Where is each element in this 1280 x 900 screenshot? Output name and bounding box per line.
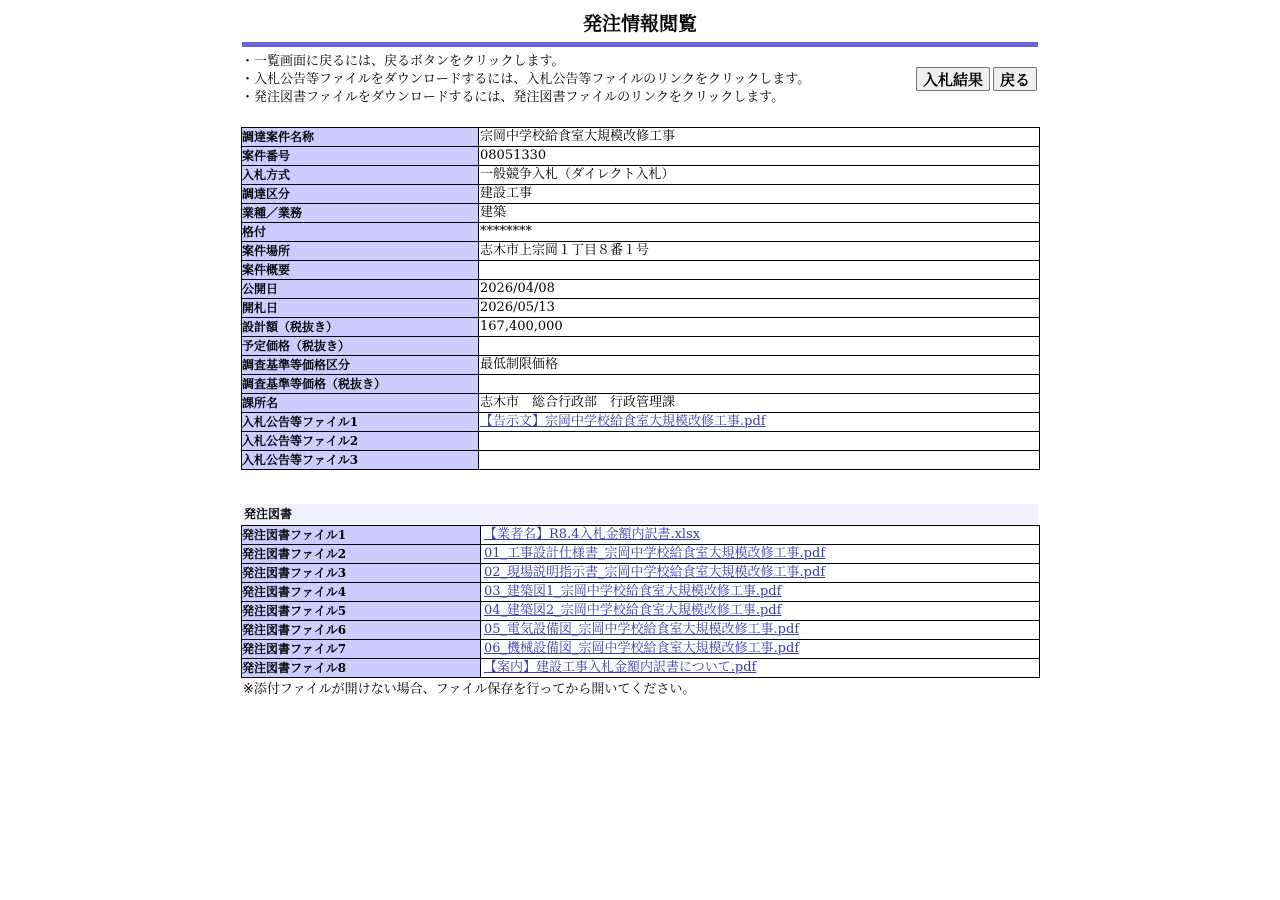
table-row <box>242 166 1040 185</box>
table-row <box>242 242 1040 261</box>
row-label: 発注図書ファイル6 <box>242 621 481 640</box>
row-label: 発注図書ファイル8 <box>242 659 481 678</box>
table-row <box>242 526 1040 545</box>
file-download-link[interactable]: 05_電気設備図_宗岡中学校給食室大規模改修工事.pdf <box>484 622 800 637</box>
row-value <box>481 659 1040 678</box>
file-download-link[interactable]: 【業者名】R8.4入札金額内訳書.xlsx <box>484 527 701 542</box>
row-value: 宗岡中学校給食室大規模改修工事 <box>479 128 1040 147</box>
row-value <box>479 432 1040 451</box>
row-label: 発注図書ファイル7 <box>242 640 481 659</box>
row-label: 調達区分 <box>242 185 479 204</box>
instructions <box>241 47 1039 127</box>
table-row <box>242 128 1040 147</box>
drawings-section-title: 発注図書 <box>242 504 1038 524</box>
row-value: 08051330 <box>479 147 1040 166</box>
row-value: ******** <box>479 223 1040 242</box>
row-value <box>479 261 1040 280</box>
project-info-table <box>241 127 1040 470</box>
row-value <box>481 640 1040 659</box>
row-value <box>481 564 1040 583</box>
instruction-item: ・入札公告等ファイルをダウンロードするには、入札公告等ファイルのリンクをクリックします。 <box>241 72 811 87</box>
row-value <box>481 526 1040 545</box>
row-value <box>481 602 1040 621</box>
row-label: 格付 <box>242 223 479 242</box>
row-value: 167,400,000 <box>479 318 1040 337</box>
table-row <box>242 545 1040 564</box>
row-label: 課所名 <box>242 394 479 413</box>
file-download-link[interactable]: 06_機械設備図_宗岡中学校給食室大規模改修工事.pdf <box>484 641 800 656</box>
row-label: 発注図書ファイル4 <box>242 583 481 602</box>
file-download-link[interactable]: 02_現場説明指示書_宗岡中学校給食室大規模改修工事.pdf <box>484 565 826 580</box>
table-row <box>242 318 1040 337</box>
table-row <box>242 564 1040 583</box>
table-row <box>242 602 1040 621</box>
table-row <box>242 299 1040 318</box>
row-label: 案件場所 <box>242 242 479 261</box>
row-label: 予定価格（税抜き） <box>242 337 479 356</box>
table-row <box>242 659 1040 678</box>
table-row <box>242 223 1040 242</box>
table-row <box>242 583 1040 602</box>
table-row <box>242 147 1040 166</box>
page-title: 発注情報閲覧 <box>582 13 697 35</box>
row-value <box>479 375 1040 394</box>
file-download-link[interactable]: 【案内】建設工事入札金額内訳書について.pdf <box>484 660 757 675</box>
table-row <box>242 185 1040 204</box>
row-label: 発注図書ファイル3 <box>242 564 481 583</box>
row-value: 2026/05/13 <box>479 299 1040 318</box>
file-download-link[interactable]: 03_建築図1_宗岡中学校給食室大規模改修工事.pdf <box>484 584 782 599</box>
table-row <box>242 375 1040 394</box>
row-value: 志木市 総合行政部 行政管理課 <box>479 394 1040 413</box>
back-button[interactable]: 戻る <box>993 67 1037 91</box>
table-row <box>242 432 1040 451</box>
table-row <box>242 280 1040 299</box>
row-value <box>481 545 1040 564</box>
table-row <box>242 413 1040 432</box>
row-value <box>479 413 1040 432</box>
table-row <box>242 356 1040 375</box>
content <box>241 0 1039 698</box>
row-value: 建築 <box>479 204 1040 223</box>
bid-result-button[interactable]: 入札結果 <box>916 67 990 91</box>
row-value: 建設工事 <box>479 185 1040 204</box>
attachment-note: ※添付ファイルが開けない場合、ファイル保存を行ってから開いてください。 <box>243 682 696 697</box>
row-label: 入札公告等ファイル3 <box>242 451 479 470</box>
row-value <box>481 583 1040 602</box>
row-value <box>481 621 1040 640</box>
file-download-link[interactable]: 01_工事設計仕様書_宗岡中学校給食室大規模改修工事.pdf <box>484 546 826 561</box>
row-label: 設計額（税抜き） <box>242 318 479 337</box>
row-value: 2026/04/08 <box>479 280 1040 299</box>
instruction-item: ・発注図書ファイルをダウンロードするには、発注図書ファイルのリンクをクリックします。 <box>241 90 785 105</box>
table-row <box>242 204 1040 223</box>
action-buttons <box>916 67 1037 91</box>
row-value: 一般競争入札（ダイレクト入札） <box>479 166 1040 185</box>
row-label: 業種／業務 <box>242 204 479 223</box>
table-row <box>242 261 1040 280</box>
row-value: 最低制限価格 <box>479 356 1040 375</box>
row-label: 開札日 <box>242 299 479 318</box>
instruction-item: ・一覧画面に戻るには、戻るボタンをクリックします。 <box>241 54 565 69</box>
row-label: 案件概要 <box>242 261 479 280</box>
row-label: 発注図書ファイル2 <box>242 545 481 564</box>
row-label: 公開日 <box>242 280 479 299</box>
row-label: 発注図書ファイル1 <box>242 526 481 545</box>
row-value <box>479 451 1040 470</box>
row-value <box>479 337 1040 356</box>
table-row <box>242 621 1040 640</box>
file-download-link[interactable]: 04_建築図2_宗岡中学校給食室大規模改修工事.pdf <box>484 603 782 618</box>
table-row <box>242 640 1040 659</box>
table-row <box>242 394 1040 413</box>
table-row <box>242 451 1040 470</box>
row-value: 志木市上宗岡１丁目８番１号 <box>479 242 1040 261</box>
row-label: 発注図書ファイル5 <box>242 602 481 621</box>
row-label: 調査基準等価格（税抜き） <box>242 375 479 394</box>
row-label: 案件番号 <box>242 147 479 166</box>
row-label: 入札公告等ファイル1 <box>242 413 479 432</box>
row-label: 入札公告等ファイル2 <box>242 432 479 451</box>
drawings-table <box>241 525 1040 678</box>
table-row <box>242 337 1040 356</box>
row-label: 入札方式 <box>242 166 479 185</box>
row-label: 調達案件名称 <box>242 128 479 147</box>
file-download-link[interactable]: 【告示文】宗岡中学校給食室大規模改修工事.pdf <box>480 414 766 429</box>
row-label: 調査基準等価格区分 <box>242 356 479 375</box>
